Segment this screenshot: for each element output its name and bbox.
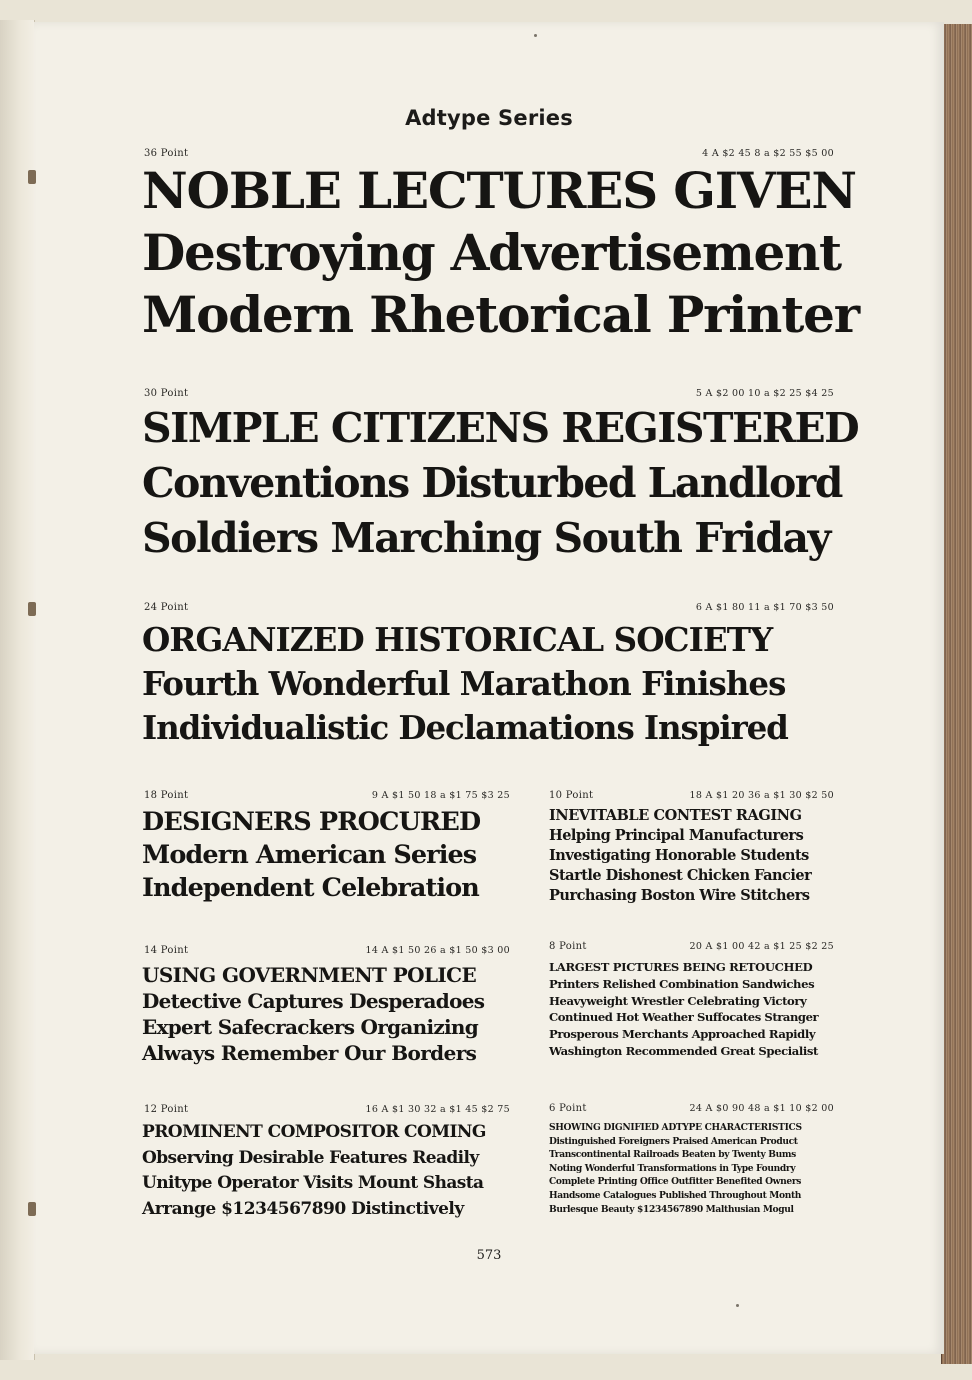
size-label: 8 Point: [549, 941, 587, 952]
page-number: 573: [476, 1248, 502, 1263]
spec-10-point: [549, 790, 834, 801]
size-label: 18 Point: [144, 790, 189, 801]
specimen-line: Burlesque Beauty $1234567890 Malthusian Mogul: [549, 1203, 794, 1215]
specimen-line: Detective Captures Desperadoes: [142, 989, 485, 1013]
binding-thread: [28, 170, 36, 184]
binding-thread: [28, 602, 36, 616]
paper-speck: [736, 1304, 739, 1307]
specimen-14-point: [142, 962, 484, 1066]
size-label: 14 Point: [144, 945, 189, 956]
specimen-page: [34, 22, 944, 1354]
specimen-line: SIMPLE CITIZENS REGISTERED: [142, 404, 859, 452]
specimen-line: INEVITABLE CONTEST RAGING: [549, 807, 802, 824]
spec-8-point: [549, 941, 834, 952]
specimen-line: Individualistic Declamations Inspired: [142, 708, 788, 747]
specimen-line: USING GOVERNMENT POLICE: [142, 963, 477, 987]
specimen-line: PROMINENT COMPOSITOR COMING: [142, 1122, 486, 1142]
specimen-line: SHOWING DIGNIFIED ADTYPE CHARACTERISTICS: [549, 1122, 802, 1133]
specimen-line: Startle Dishonest Chicken Fancier: [549, 867, 812, 884]
spec-14-point: [144, 945, 510, 956]
size-label: 6 Point: [549, 1103, 587, 1114]
specimen-line: Unitype Operator Visits Mount Shasta: [142, 1173, 484, 1193]
specimen-line: Expert Safecrackers Organizing: [142, 1015, 479, 1039]
size-label: 36 Point: [144, 148, 189, 159]
specimen-24-point: [142, 618, 788, 750]
specimen-18-point: [142, 806, 480, 905]
specimen-line: Heavyweight Wrestler Celebrating Victory: [549, 993, 807, 1008]
facing-page-edge: [0, 20, 35, 1360]
size-label: 24 Point: [144, 602, 189, 613]
size-label: 30 Point: [144, 388, 189, 399]
specimen-line: Destroying Advertisement: [142, 223, 841, 282]
spec-36-point: [144, 148, 834, 159]
specimen-line: Investigating Honorable Students: [549, 847, 809, 864]
price-label: 20 A $1 00 42 a $1 25 $2 25: [689, 941, 834, 952]
specimen-line: Always Remember Our Borders: [142, 1041, 477, 1065]
price-label: 14 A $1 50 26 a $1 50 $3 00: [365, 945, 510, 956]
specimen-line: Helping Principal Manufacturers: [549, 827, 804, 844]
spec-30-point: [144, 388, 834, 399]
spec-6-point: [549, 1103, 834, 1114]
specimen-line: Modern Rhetorical Printer: [142, 285, 859, 344]
spec-12-point: [144, 1104, 510, 1115]
specimen-line: Handsome Catalogues Published Throughout Month: [549, 1189, 802, 1201]
specimen-line: Observing Desirable Features Readily: [142, 1147, 479, 1168]
specimen-line: DESIGNERS PROCURED: [142, 807, 481, 837]
specimen-line: Arrange $1234567890 Distinctively: [142, 1198, 464, 1219]
size-label: 12 Point: [144, 1104, 189, 1115]
specimen-6-point: [549, 1121, 802, 1216]
price-label: 16 A $1 30 32 a $1 45 $2 75: [365, 1104, 510, 1115]
specimen-line: ORGANIZED HISTORICAL SOCIETY: [142, 620, 773, 659]
specimen-line: Conventions Disturbed Landlord: [142, 459, 842, 507]
price-label: 4 A $2 45 8 a $2 55 $5 00: [702, 148, 834, 159]
book-page-edges: [941, 24, 972, 1364]
specimen-line: Modern American Series: [142, 840, 477, 870]
specimen-36-point: [142, 160, 859, 346]
spec-24-point: [144, 602, 834, 613]
specimen-10-point: [549, 806, 811, 906]
specimen-line: Continued Hot Weather Suffocates Stranger: [549, 1010, 819, 1025]
specimen-8-point: [549, 959, 818, 1060]
spec-18-point: [144, 790, 510, 801]
specimen-line: Complete Printing Office Outfitter Benefited Owners: [549, 1176, 802, 1188]
specimen-line: Purchasing Boston Wire Stitchers: [549, 887, 810, 904]
specimen-line: Printers Relished Combination Sandwiches: [549, 976, 815, 991]
specimen-line: Noting Wonderful Transformations in Type Foundry: [549, 1162, 796, 1174]
specimen-line: Soldiers Marching South Friday: [142, 514, 830, 562]
specimen-line: Prosperous Merchants Approached Rapidly: [549, 1027, 816, 1042]
specimen-12-point: [142, 1120, 486, 1222]
page-title: Adtype Series: [405, 106, 573, 130]
price-label: 6 A $1 80 11 a $1 70 $3 50: [695, 602, 834, 613]
specimen-line: Washington Recommended Great Specialist: [549, 1043, 818, 1058]
binding-thread: [28, 1202, 36, 1216]
specimen-line: Distinguished Foreigners Praised American Product: [549, 1135, 798, 1147]
specimen-30-point: [142, 401, 858, 566]
specimen-line: Fourth Wonderful Marathon Finishes: [142, 664, 786, 703]
price-label: 18 A $1 20 36 a $1 30 $2 50: [689, 790, 834, 801]
price-label: 24 A $0 90 48 a $1 10 $2 00: [689, 1103, 834, 1114]
price-label: 9 A $1 50 18 a $1 75 $3 25: [371, 790, 510, 801]
price-label: 5 A $2 00 10 a $2 25 $4 25: [695, 388, 834, 399]
specimen-line: Transcontinental Railroads Beaten by Twenty Bums: [549, 1149, 796, 1161]
specimen-line: LARGEST PICTURES BEING RETOUCHED: [549, 960, 813, 974]
specimen-line: Independent Celebration: [142, 873, 479, 903]
specimen-line: NOBLE LECTURES GIVEN: [142, 161, 856, 220]
paper-speck: [534, 34, 537, 37]
size-label: 10 Point: [549, 790, 594, 801]
